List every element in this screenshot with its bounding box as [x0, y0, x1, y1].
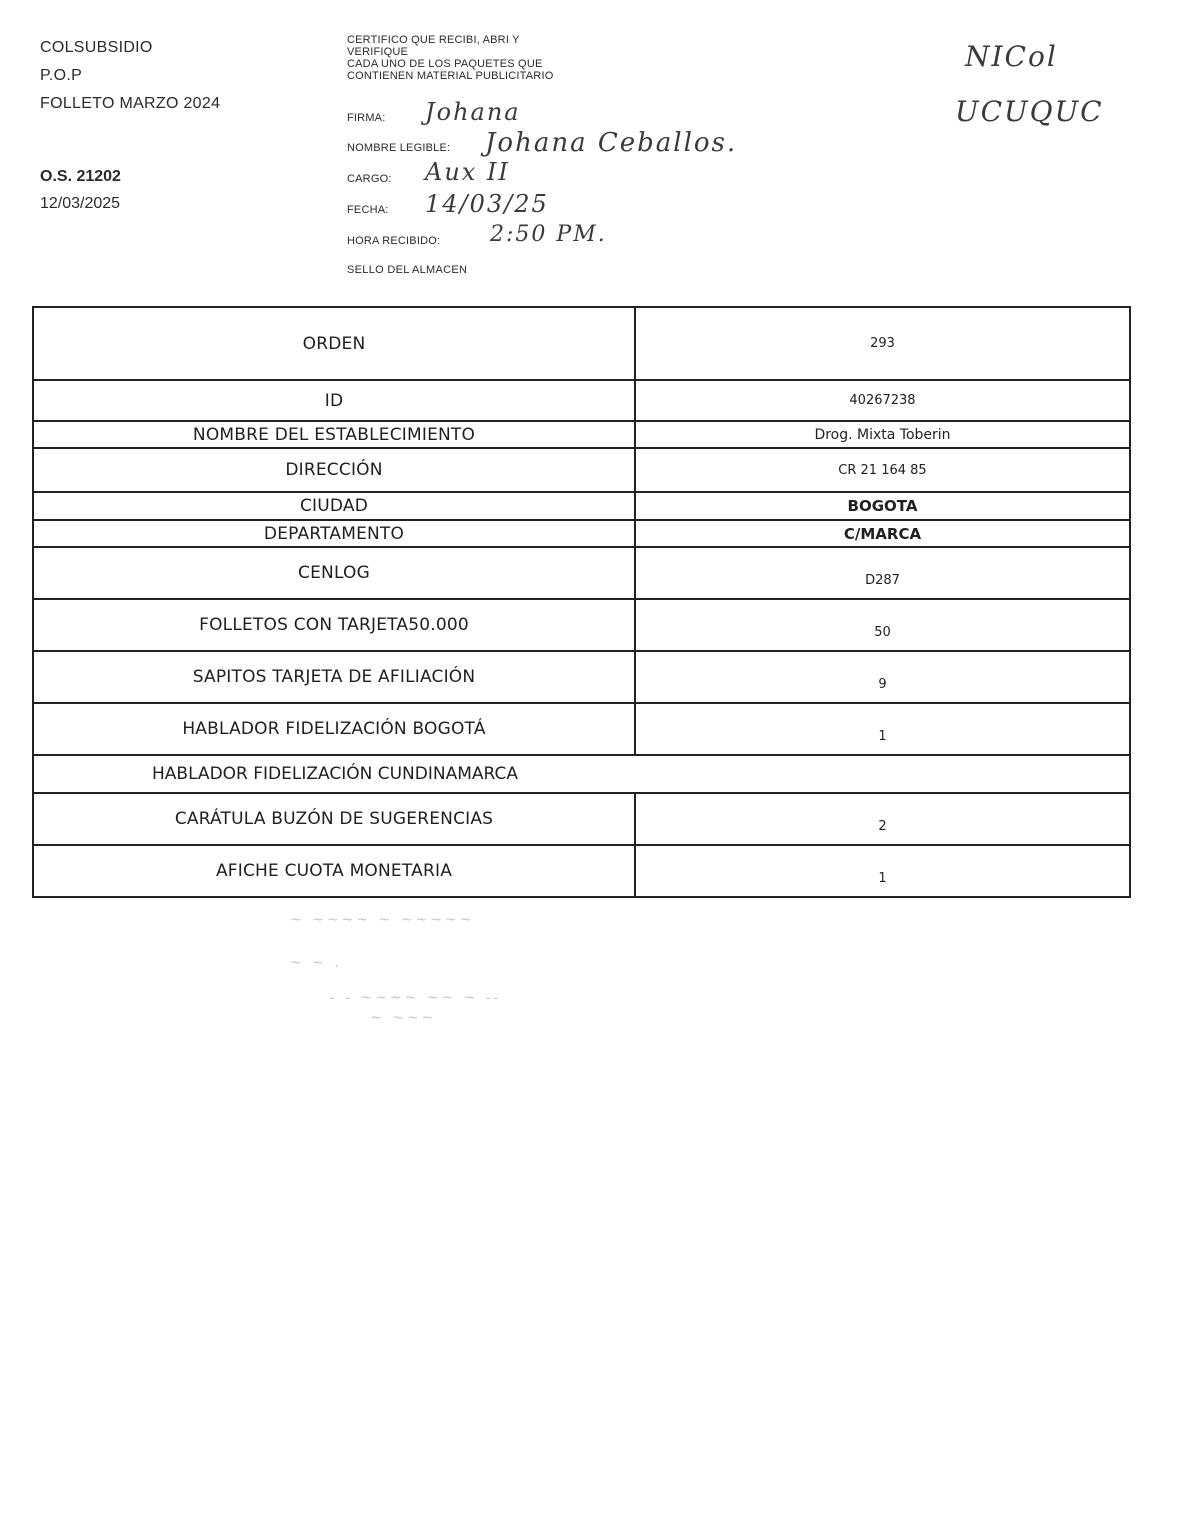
company-name: COLSUBSIDIO — [40, 39, 153, 56]
table-row — [33, 307, 1130, 380]
document-header — [40, 34, 220, 118]
row-label: HABLADOR FIDELIZACIÓN CUNDINAMARCA — [33, 755, 1130, 793]
certificate-line: VERIFIQUE — [347, 46, 409, 58]
row-value: 1 — [635, 845, 1130, 897]
fecha-label: FECHA: — [347, 204, 389, 216]
row-label: DIRECCIÓN — [33, 448, 635, 492]
row-value: 9 — [635, 651, 1130, 703]
table-row — [33, 492, 1130, 520]
order-service-block — [40, 163, 121, 217]
nit-handwritten-bottom: UCUQUC — [955, 95, 1104, 128]
table-row — [33, 703, 1130, 755]
bleed-through-mark: ~ ~~~ — [370, 1010, 437, 1026]
firma-handwritten: Johana — [425, 98, 521, 126]
row-value: 40267238 — [635, 380, 1130, 421]
row-label: AFICHE CUOTA MONETARIA — [33, 845, 635, 897]
order-service-number: O.S. 21202 — [40, 168, 121, 185]
order-date: 12/03/2025 — [40, 195, 121, 212]
row-label: NOMBRE DEL ESTABLECIMIENTO — [33, 421, 635, 448]
certificate-line: CERTIFICO QUE RECIBI, ABRI Y — [347, 34, 520, 46]
row-label: CIUDAD — [33, 492, 635, 520]
row-value: 293 — [635, 307, 1130, 380]
row-label: ORDEN — [33, 307, 635, 380]
cargo-handwritten: Aux II — [425, 158, 510, 186]
table-row — [33, 651, 1130, 703]
row-label: CARÁTULA BUZÓN DE SUGERENCIAS — [33, 793, 635, 845]
bleed-through-mark: - - ~~~~ ~~ ~ -- — [330, 990, 502, 1006]
table-row — [33, 845, 1130, 897]
nombre-handwritten: Johana Ceballos. — [485, 128, 738, 158]
nombre-label: NOMBRE LEGIBLE: — [347, 142, 451, 154]
row-label: FOLLETOS CON TARJETA50.000 — [33, 599, 635, 651]
table-row — [33, 421, 1130, 448]
table-row — [33, 448, 1130, 492]
row-label: DEPARTAMENTO — [33, 520, 635, 547]
certificate-text — [347, 34, 553, 82]
row-value: 2 — [635, 793, 1130, 845]
row-label: HABLADOR FIDELIZACIÓN BOGOTÁ — [33, 703, 635, 755]
row-value: BOGOTA — [635, 492, 1130, 520]
table-row — [33, 547, 1130, 599]
nit-handwritten-top: NICol — [965, 40, 1058, 73]
table-row — [33, 520, 1130, 547]
folleto-title: FOLLETO MARZO 2024 — [40, 95, 221, 112]
row-label: SAPITOS TARJETA DE AFILIACIÓN — [33, 651, 635, 703]
bleed-through-mark: ~ ~ . — [290, 955, 342, 971]
row-label: CENLOG — [33, 547, 635, 599]
row-label: ID — [33, 380, 635, 421]
row-value: 50 — [635, 599, 1130, 651]
fecha-handwritten: 14/03/25 — [425, 190, 549, 218]
cargo-label: CARGO: — [347, 173, 392, 185]
table-row — [33, 793, 1130, 845]
row-value: CR 21 164 85 — [635, 448, 1130, 492]
row-value: C/MARCA — [635, 520, 1130, 547]
bleed-through-mark: ~ ~~~~ ~ ~~~~~ — [290, 912, 475, 928]
certificate-line: CONTIENEN MATERIAL PUBLICITARIO — [347, 70, 554, 82]
order-table — [32, 306, 1131, 898]
row-value: 1 — [635, 703, 1130, 755]
hora-handwritten: 2:50 PM. — [490, 222, 607, 247]
sello-label: SELLO DEL ALMACEN — [347, 264, 468, 276]
row-value: D287 — [635, 547, 1130, 599]
row-value: Drog. Mixta Toberin — [635, 421, 1130, 448]
certificate-line: CADA UNO DE LOS PAQUETES QUE — [347, 58, 543, 70]
pop-label: P.O.P — [40, 67, 83, 84]
firma-label: FIRMA: — [347, 112, 386, 124]
table-row — [33, 755, 1130, 793]
table-row — [33, 380, 1130, 421]
hora-label: HORA RECIBIDO: — [347, 235, 441, 247]
table-row — [33, 599, 1130, 651]
